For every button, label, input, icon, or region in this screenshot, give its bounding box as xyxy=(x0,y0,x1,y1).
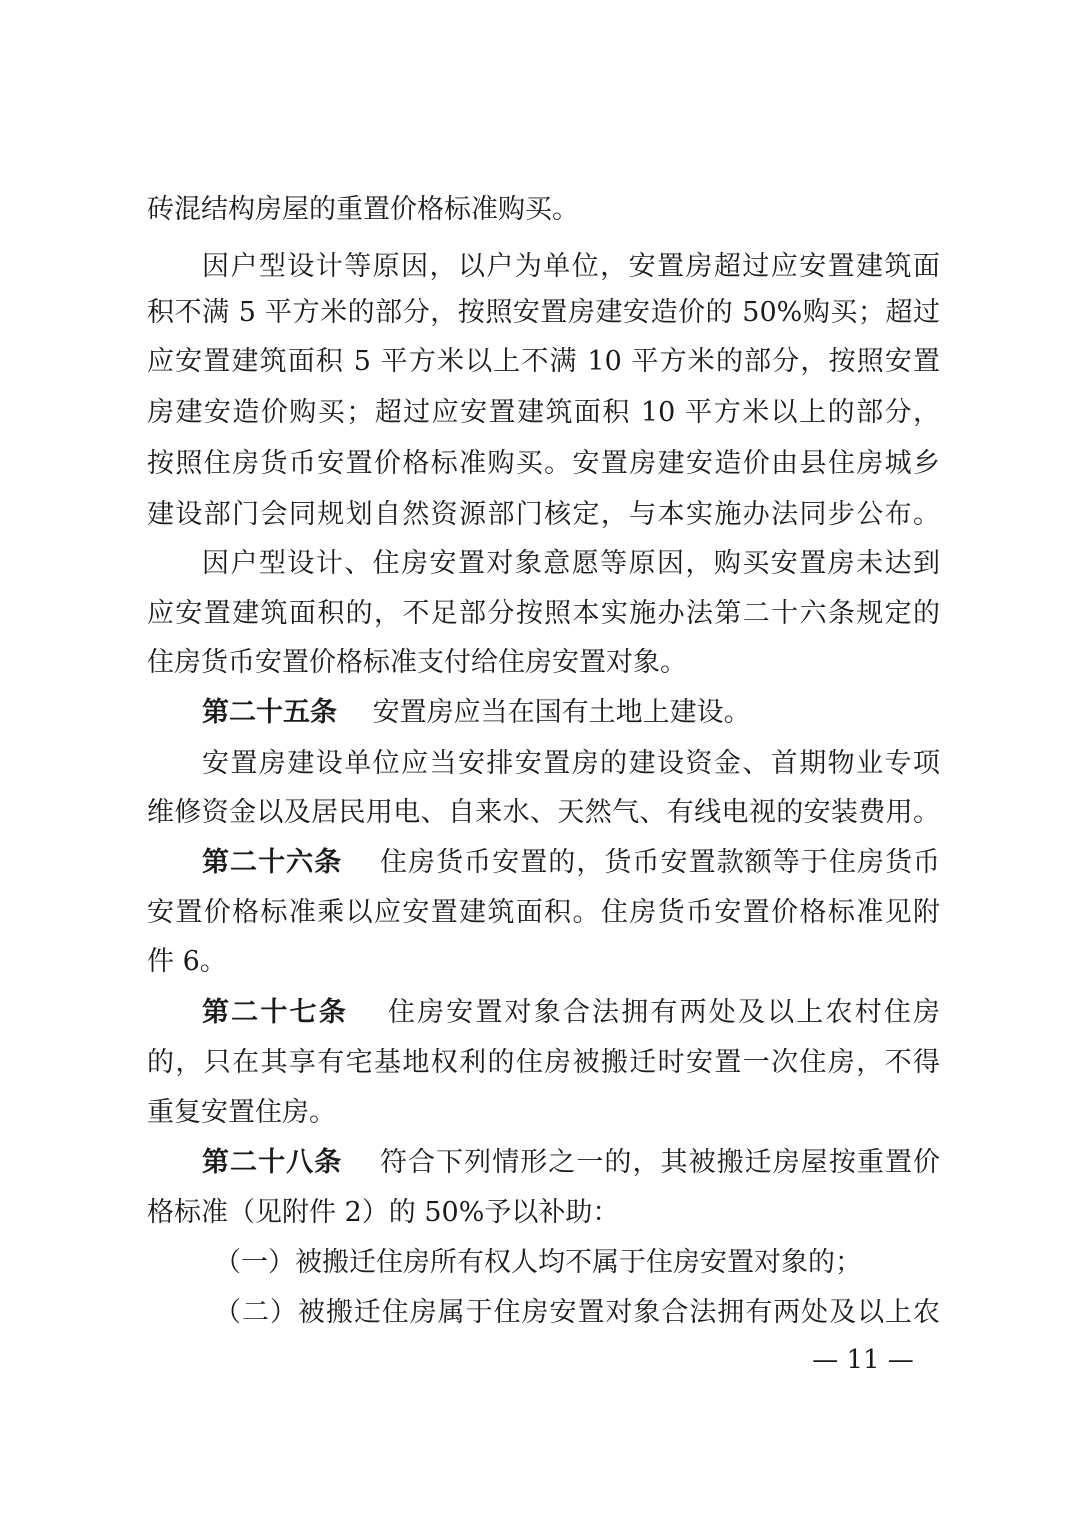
text-line: 件 6。 xyxy=(147,946,227,977)
article-26-line xyxy=(202,840,940,886)
text-line: 按照住房货币安置价格标准购买。安置房建安造价由县住房城乡 xyxy=(147,448,940,479)
text-line: 住房货币安置价格标准支付给住房安置对象。 xyxy=(147,647,687,678)
text-line: 因户型设计等原因，以户为单位，安置房超过应安置建筑面 xyxy=(202,251,940,282)
article-heading: 第二十六条 xyxy=(202,847,343,878)
text-line: 的，只在其享有宅基地权利的住房被搬迁时安置一次住房，不得 xyxy=(147,1047,940,1078)
article-27-line xyxy=(202,990,940,1036)
text-line: 重复安置住房。 xyxy=(147,1097,336,1128)
text-span: 安置房应当在国有土地上建设。 xyxy=(372,697,751,728)
text-line: 维修资金以及居民用电、自来水、天然气、有线电视的安装费用。 xyxy=(147,797,940,828)
article-25-line xyxy=(202,690,940,736)
list-item: （一）被搬迁住房所有权人均不属于住房安置对象的； xyxy=(214,1247,862,1278)
text-line: 房建安造价购买；超过应安置建筑面积 10 平方米以上的部分， xyxy=(147,397,940,428)
text-span: 住房货币安置的，货币安置款额等于住房货币 xyxy=(379,847,940,878)
list-item: （二）被搬迁住房属于住房安置对象合法拥有两处及以上农 xyxy=(214,1297,940,1328)
article-heading: 第二十八条 xyxy=(202,1147,343,1178)
article-28-line xyxy=(202,1140,940,1186)
text-line: 应安置建筑面积的，不足部分按照本实施办法第二十六条规定的 xyxy=(147,598,940,629)
text-line: 应安置建筑面积 5 平方米以上不满 10 平方米的部分，按照安置 xyxy=(147,346,940,377)
text-line: 因户型设计、住房安置对象意愿等原因，购买安置房未达到 xyxy=(202,548,940,579)
text-span: 符合下列情形之一的，其被搬迁房屋按重置价 xyxy=(379,1147,940,1178)
text-line: 砖混结构房屋的重置价格标准购买。 xyxy=(147,194,579,225)
article-heading: 第二十五条 xyxy=(202,697,337,728)
text-line: 格标准（见附件 2）的 50%予以补助： xyxy=(147,1197,620,1228)
text-line: 安置房建设单位应当安排安置房的建设资金、首期物业专项 xyxy=(202,748,940,779)
page-number: — 11 — xyxy=(812,1345,914,1375)
article-heading: 第二十七条 xyxy=(202,997,348,1028)
text-line: 积不满 5 平方米的部分，按照安置房建安造价的 50%购买；超过 xyxy=(147,297,940,328)
text-span: 住房安置对象合法拥有两处及以上农村住房 xyxy=(387,997,940,1028)
text-line: 安置价格标准乘以应安置建筑面积。住房货币安置价格标准见附 xyxy=(147,897,940,928)
text-line: 建设部门会同规划自然资源部门核定，与本实施办法同步公布。 xyxy=(147,499,940,530)
